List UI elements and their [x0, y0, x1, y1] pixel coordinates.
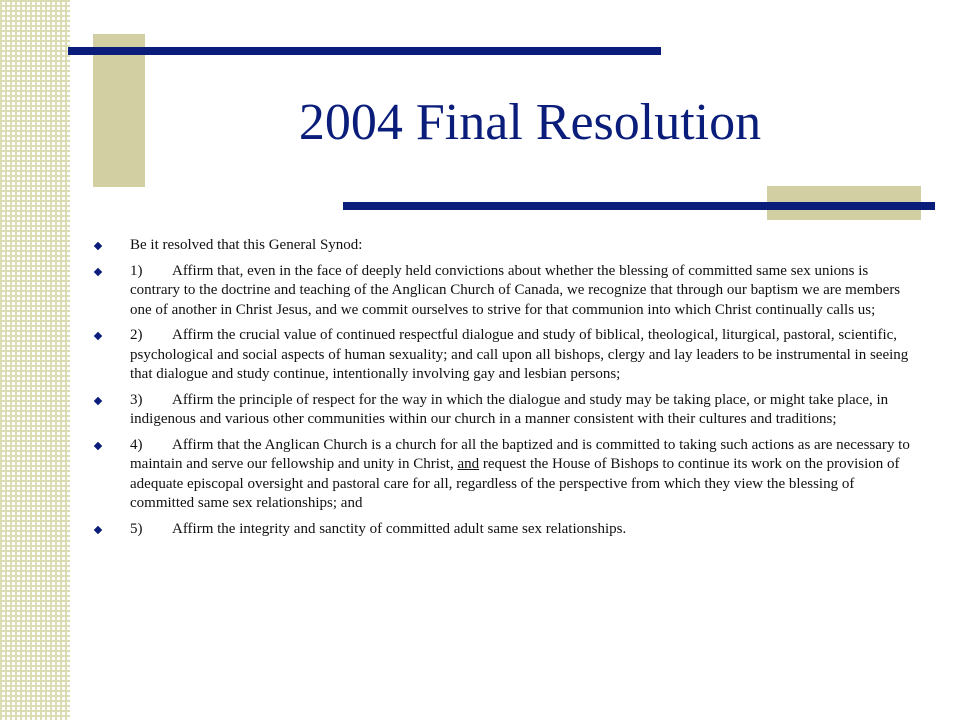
top-decorative-bar [68, 47, 661, 55]
bottom-decorative-bar [343, 202, 935, 210]
underlined-word: and [457, 456, 480, 472]
bullet-text: Be it resolved that this General Synod: [130, 237, 363, 253]
bullet-item-5 [90, 520, 920, 540]
bullet-text-part-1: Affirm that the Anglican Church is a church for all the baptized and is committed to taking such actions as are necessary to maintain and serve our fellowship and unity in Christ, [130, 436, 910, 472]
bullet-number: 3) [130, 391, 143, 408]
bullet-item-1 [90, 262, 920, 321]
diamond-bullet-icon [94, 441, 102, 449]
bullet-item-3 [90, 391, 920, 430]
slide-title: 2004 Final Resolution [298, 94, 762, 151]
bullet-number: 4) [130, 436, 143, 453]
bullet-item-4 [90, 436, 920, 514]
diamond-bullet-icon [94, 332, 102, 340]
left-decorative-stripe [0, 0, 70, 720]
bullet-text: Affirm the principle of respect for the way in which the dialogue and study may be taking place, or might take place, in indigenous and various other communities within our church in a manner consistent with their cultures and traditions; [130, 391, 889, 427]
bullet-text: Affirm the integrity and sanctity of committed adult same sex relationships. [172, 520, 627, 537]
bullet-number: 1) [130, 262, 143, 279]
bullet-item-2 [90, 326, 920, 385]
top-decorative-block [93, 34, 145, 187]
bullet-number: 2) [130, 327, 143, 343]
bullet-text: Affirm that, even in the face of deeply held convictions about whether the blessing of committed same sex unions is contrary to the doctrine and teaching of the Anglican Church of Canada, we recognize that through our baptism we are members one of another in Christ Jesus, and we commit ourselves to strive for that communion into which Christ continually calls us; [130, 262, 901, 318]
bullet-intro [90, 236, 920, 256]
diamond-bullet-icon [94, 525, 102, 533]
bullet-text: Affirm the crucial value of continued respectful dialogue and study of biblical, theological, liturgical, pastoral, scientific, psychological and social aspects of human sexuality; and call upon all bishops, clergy and lay leaders to be instrumental in seeing that dialogue and study continue, intentionally involving gay and lesbian persons; [130, 327, 909, 382]
bullet-list [90, 236, 920, 545]
bullet-number: 5) [130, 520, 143, 537]
diamond-bullet-icon [94, 267, 102, 275]
bullet-text-part-2: request the House of Bishops to continue its work on the provision of adequate episcopal oversight and pastoral care for all, regardless of the perspective from which they view the blessing of committed same sex relationships; and [130, 456, 900, 511]
diamond-bullet-icon [94, 242, 102, 250]
diamond-bullet-icon [94, 396, 102, 404]
